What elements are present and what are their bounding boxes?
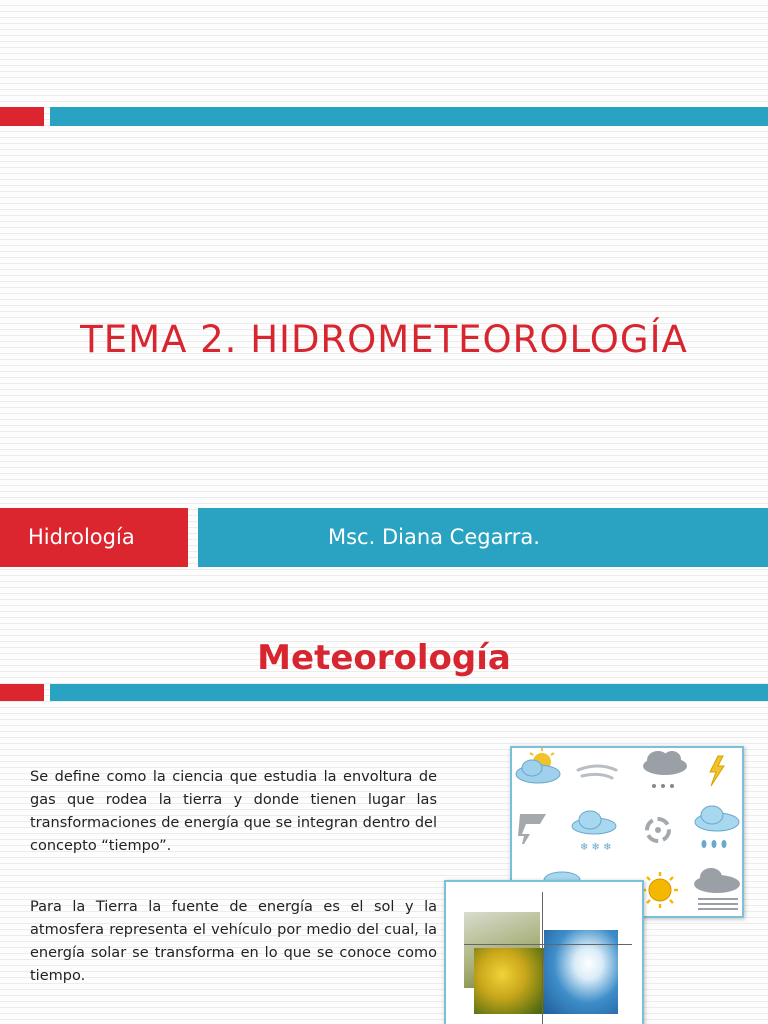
grid-line — [542, 892, 543, 1024]
slide-heading: Meteorología — [257, 638, 511, 678]
field-photo — [474, 948, 544, 1014]
subject-label: Hidrología — [0, 508, 188, 567]
definition-paragraph: Se define como la ciencia que estudia la envoltura de gas que rodea la tierra y donde tienen lugar las transformaciones de energía que se integran dentro del concepto “tiempo”. — [30, 769, 437, 854]
rain-cloud-icon — [643, 751, 687, 788]
hurricane-icon — [647, 819, 669, 841]
grid-line — [464, 944, 632, 945]
sun-icon — [642, 872, 678, 908]
header-accent-blue — [50, 107, 768, 126]
sky-photo — [544, 930, 618, 1014]
drizzle-cloud-icon — [695, 806, 739, 848]
energy-paragraph: Para la Tierra la fuente de energía es el sol y la atmosfera representa el vehículo por medio del cual, la energía solar se transforma en lo que se conoce como tiempo. — [30, 899, 437, 984]
svg-text:❄ ❄ ❄: ❄ ❄ ❄ — [580, 842, 612, 853]
snow-cloud-icon — [572, 811, 616, 853]
hail-cloud-icon — [694, 868, 740, 910]
header-accent-red — [0, 107, 44, 126]
content-slide — [0, 600, 768, 1024]
wind-icon — [578, 766, 616, 778]
sun-cloud-icon — [516, 748, 560, 783]
header-accent-red — [0, 684, 44, 701]
lightning-icon — [710, 756, 724, 786]
slide-title: TEMA 2. HIDROMETEOROLOGÍA — [80, 318, 688, 361]
header-accent-blue — [50, 684, 768, 701]
tornado-icon — [518, 814, 546, 844]
weather-collage-image — [444, 880, 644, 1024]
author-label: Msc. Diana Cegarra. — [198, 508, 768, 567]
